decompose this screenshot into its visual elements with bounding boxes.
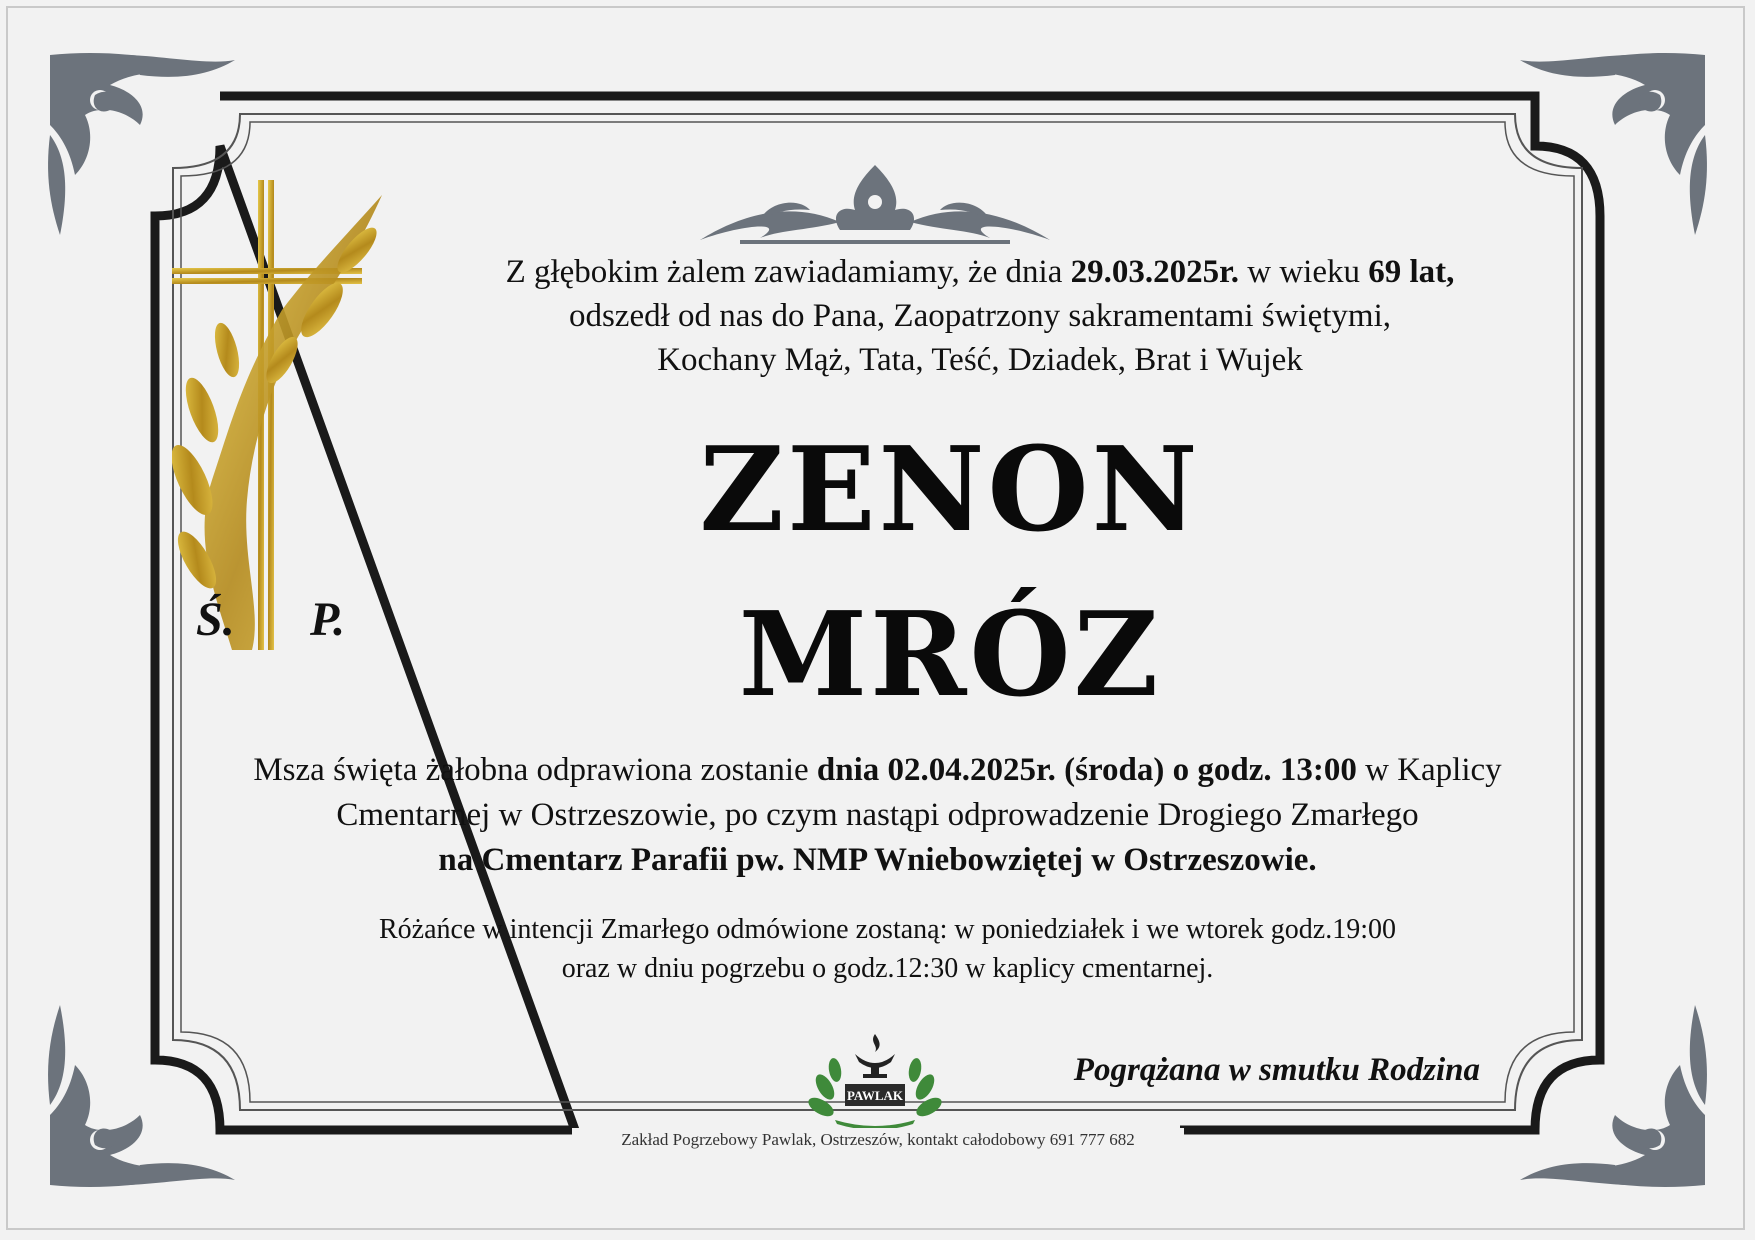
corner-ornament-icon (1515, 995, 1715, 1195)
family-signature: Pogrążana w smutku Rodzina (1073, 1052, 1480, 1088)
cemetery-name: na Cmentarz Parafii pw. NMP Wniebowziętej w Ostrzeszowie. (438, 842, 1317, 878)
intro-text-b: w wieku (1239, 254, 1369, 290)
intro-line-2: odszedł od nas do Pana, Zaopatrzony sakramentami świętymi, (568, 298, 1392, 334)
corner-ornament-icon (40, 995, 240, 1195)
mass-text-b: w Kaplicy (1356, 752, 1502, 788)
rosary-line-1: Różańce w intencji Zmarłego odmówione zostaną: w poniedziałek i we wtorek godz.19:00 (378, 914, 1397, 945)
intro-line-1 (400, 250, 1560, 294)
age: 69 lat, (1368, 254, 1455, 290)
mass-date-time: dnia 02.04.2025r. (środa) o godz. 13:00 (816, 752, 1357, 788)
mass-line-2: Cmentarnej w Ostrzeszowie, po czym nastąpi odprowadzenie Drogiego Zmarłego (336, 797, 1419, 833)
top-ornament-icon (700, 160, 1050, 250)
intro-line-3: Kochany Mąż, Tata, Teść, Dziadek, Brat i Wujek (657, 342, 1303, 378)
mass-text-a: Msza święta żałobna odprawiona zostanie (253, 752, 817, 788)
gold-cross-icon (172, 180, 387, 650)
deceased-first-name: ZENON (699, 422, 1201, 558)
logo-text: PAWLAK (846, 1088, 904, 1103)
deceased-last-name: MRÓZ (738, 587, 1162, 723)
mass-info (140, 748, 1615, 883)
mass-line-3 (140, 838, 1615, 883)
sp-prefix-s: Ś. (196, 593, 235, 646)
mass-line-1 (140, 748, 1615, 793)
corner-ornament-icon (1515, 45, 1715, 245)
intro-text-a: Z głębokim żalem zawiadamiamy, że dnia (505, 254, 1071, 290)
rosary-info (180, 910, 1595, 988)
sp-prefix-p: P. (310, 593, 346, 646)
intro-text (400, 250, 1560, 382)
rosary-line-2: oraz w dniu pogrzebu o godz.12:30 w kaplicy cmentarnej. (561, 953, 1214, 984)
death-date: 29.03.2025r. (1070, 254, 1239, 290)
funeral-home-logo (805, 1032, 945, 1132)
footer-contact: Zakład Pogrzebowy Pawlak, Ostrzeszów, kontakt całodobowy 691 777 682 (572, 1128, 1184, 1152)
